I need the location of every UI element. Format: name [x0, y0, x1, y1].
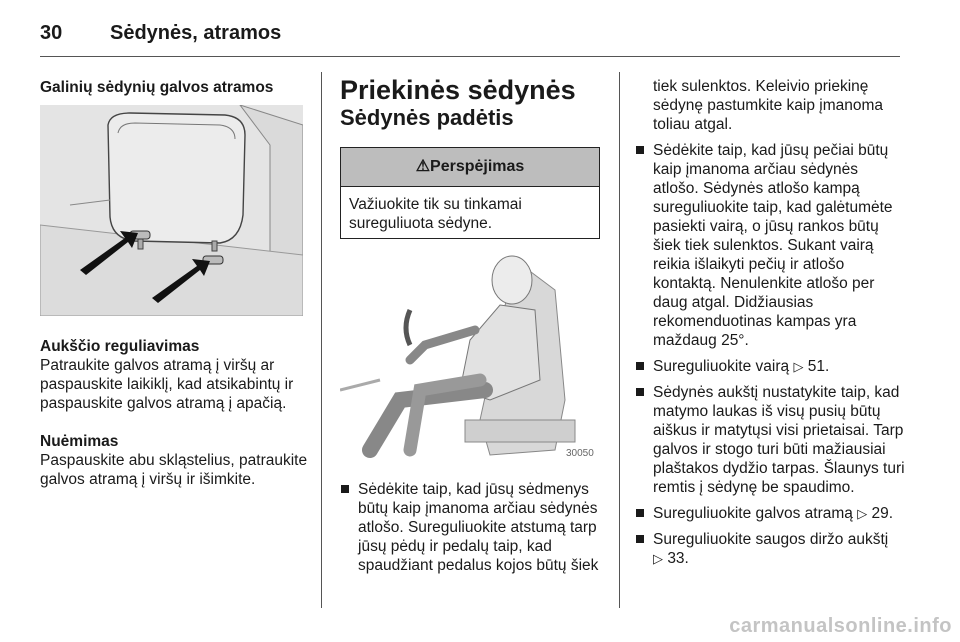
page-header [40, 22, 281, 45]
list-item [635, 141, 907, 350]
page-reference-icon: ▷ [857, 506, 868, 521]
page-reference[interactable]: 51. [807, 358, 830, 375]
height-adjust-text: Patraukite galvos atramą į viršų ar paspauskite laikiklį, kad atsikabintų ir paspauskite galvos atramą į apačią. [40, 357, 294, 412]
removal-title: Nuėmimas [40, 433, 119, 450]
figure-code: 30050 [566, 448, 594, 459]
bullet-text: Sėdėkite taip, kad jūsų sėdmenys būtų kaip įmanoma arčiau sėdynės atlošo. Sureguliuokite atstumą tarp jūsų pėdų ir pedalų taip, kad spaudžiant pedalus kojos būtų šiek [358, 481, 599, 574]
removal-text: Paspauskite abu skląstelius, patraukite galvos atramą į viršų ir išimkite. [40, 452, 308, 488]
list-item [340, 480, 612, 575]
height-adjust-title: Aukščio reguliavimas [40, 338, 200, 355]
bullet-text: Sureguliuokite galvos atramą [653, 505, 853, 522]
page-reference-icon: ▷ [653, 551, 663, 566]
headrest-illustration [40, 105, 303, 316]
continuation-text: tiek sulenktos. Keleivio priekinę sėdynę pastumkite kaip įmanoma toliau atgal. [653, 78, 884, 133]
column-divider-1 [321, 72, 322, 608]
warning-title: Perspėjimas [430, 158, 525, 175]
header-divider [40, 56, 900, 57]
left-column-lower [40, 337, 312, 489]
page-reference[interactable]: 29. [871, 505, 894, 522]
warning-box [340, 147, 600, 239]
warning-text: Važiuokite tik su tinkamai sureguliuota sėdyne. [349, 196, 522, 232]
bullet-text: Sėdynės aukštį nustatykite taip, kad matymo laukas iš visų pusių būtų aiškus ir matytųsi visi prietaisai. Tarp galvos ir stogo turi būti mažiausiai plaštakos dydžio tarpas. Šlaunys turi remtis į sėdynę be spaudimo. [653, 384, 905, 496]
right-column [635, 77, 907, 575]
seat-position-heading: Sėdynės padėtis [340, 105, 514, 130]
list-item [635, 504, 907, 523]
page-reference[interactable]: 33. [667, 550, 689, 567]
warning-icon: ⚠ [415, 158, 431, 175]
page-reference-icon: ▷ [793, 359, 804, 374]
column-divider-2 [619, 72, 620, 608]
list-item [635, 357, 907, 376]
driver-drawing [340, 250, 603, 462]
watermark: carmanualsonline.info [729, 615, 952, 637]
middle-column-bullets [340, 480, 612, 582]
page-number: 30 [40, 22, 63, 44]
page-title: Sėdynės, atramos [110, 22, 282, 44]
left-column [40, 78, 312, 97]
headrest-drawing [40, 105, 303, 316]
warning-header [341, 148, 599, 187]
bullet-text: Sureguliuokite vairą [653, 358, 790, 375]
driver-seat-illustration [340, 250, 603, 462]
section-title-rear-headrests: Galinių sėdynių galvos atramos [40, 79, 274, 96]
bullet-text: Sureguliuokite saugos diržo aukštį [653, 531, 889, 548]
list-item [635, 383, 907, 497]
bullet-text: Sėdėkite taip, kad jūsų pečiai būtų kaip įmanoma arčiau sėdynės atlošo. Sėdynės atlošo kampą sureguliuokite taip, kad galėtumėte pasiekti vairą, o jūsų rankos būtų šiek tiek sulenktos. Sukant vairą reikia išlaikyti pečių ir atlošo kontaktą. Nenulenkite atlošo per daug atgal. Didžiausias rekomenduotinas kampas yra maždaug 25°. [653, 142, 893, 349]
list-item [635, 530, 907, 568]
front-seats-heading: Priekinės sėdynės [340, 75, 576, 105]
middle-column-headings [340, 75, 610, 131]
